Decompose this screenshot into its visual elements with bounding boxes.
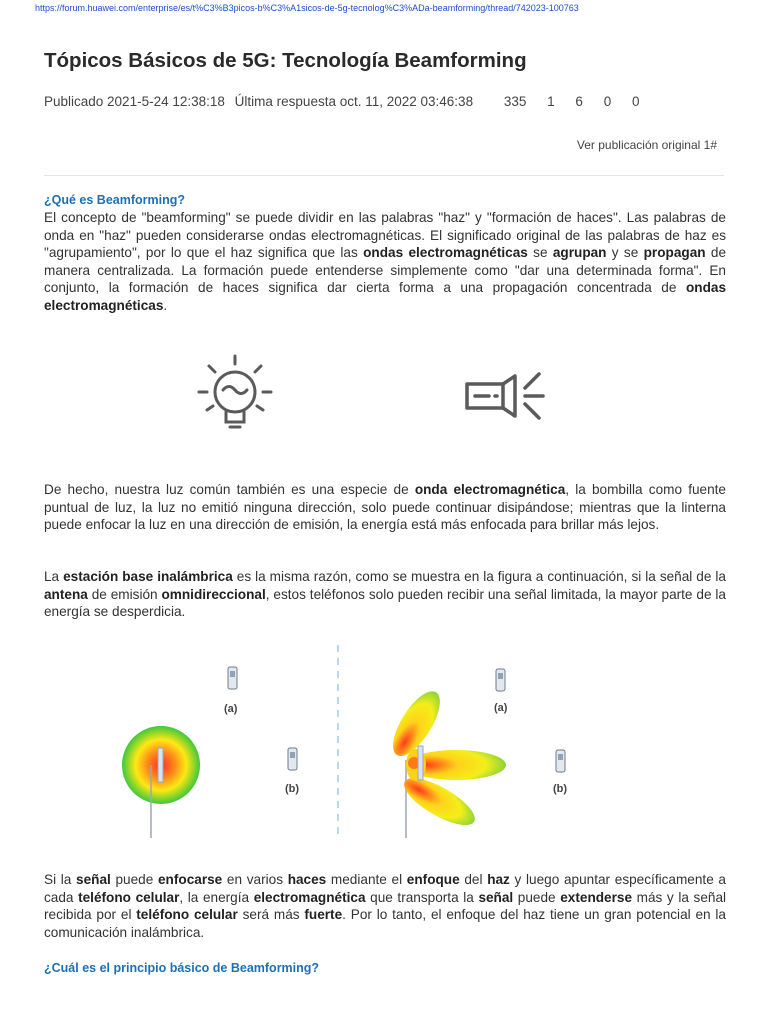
bulb-flashlight-figure (195, 352, 565, 442)
paragraph-3 (44, 568, 726, 621)
stat-3: 0 (603, 94, 612, 109)
stat-1: 1 (547, 94, 555, 109)
phone-icon-a-left (228, 667, 237, 689)
phone-icon-b-left (288, 748, 297, 770)
text-run: será más (237, 907, 305, 922)
bold-term: enfoque (406, 872, 460, 887)
text-run: de emisión (87, 586, 162, 602)
bold-term: antena (44, 586, 88, 602)
bold-term: haz (487, 872, 510, 887)
section-heading-what-is: ¿Qué es Beamforming? (44, 193, 185, 207)
label-b-left: (b) (285, 783, 300, 795)
bold-term: estación base inalámbrica (63, 569, 233, 584)
text-run: De hecho, nuestra luz común también es una especie de (44, 482, 415, 497)
text-run: La (44, 569, 64, 584)
text-run: , la energía (179, 889, 254, 905)
view-original-link[interactable]: Ver publicación original 1# (576, 138, 717, 152)
bold-term: ondas electromagnéticas (44, 280, 726, 313)
bold-term: fuerte (304, 907, 343, 922)
bold-term: señal (76, 872, 111, 887)
section-heading-principle: ¿Cuál es el principio básico de Beamforming? (44, 961, 320, 975)
bold-term: agrupan (552, 245, 607, 260)
text-run: y se (606, 245, 644, 260)
bold-term: teléfono celular (78, 889, 180, 905)
bold-term: teléfono celular (136, 907, 238, 922)
text-run: del (459, 872, 488, 887)
bold-term: ondas electromagnéticas (363, 245, 528, 260)
stat-2: 6 (575, 94, 583, 109)
text-run: . Por lo tanto, el enfoque del haz tiene un gran potencial en la comunicación inalámbrica. (44, 907, 726, 940)
paragraph-1 (44, 209, 726, 314)
bold-term: extenderse (560, 889, 633, 905)
bold-term: propagan (643, 245, 706, 260)
text-run: Si la (44, 872, 77, 887)
text-run: y luego apuntar específicamente a cada (44, 872, 726, 905)
text-run: que transporta la (365, 889, 479, 905)
beamformed-pattern (384, 684, 506, 838)
bold-term: señal (478, 889, 514, 905)
published-date: Publicado 2021-5-24 12:38:18 (44, 94, 225, 109)
text-run: en varios (222, 872, 288, 887)
text-run: . (163, 297, 168, 313)
post-title: Tópicos Básicos de 5G: Tecnología Beamforming (44, 49, 527, 72)
text-run: , la bombilla como fuente puntual de luz, la luz no emitió ninguna dirección, solo puede continuar disipándose; mientras que la linterna puede enfocar la luz en una dirección de emisión, la energía está más enfocada para brillar más lejos. (44, 482, 726, 532)
stat-views: 335 (503, 94, 527, 109)
text-run: mediante el (326, 872, 407, 887)
last-reply-date: Última respuesta oct. 11, 2022 03:46:38 (234, 94, 474, 109)
text-run: es la misma razón, como se muestra en la figura a continuación, si la señal de la (232, 569, 726, 584)
text-run: puede (110, 872, 158, 887)
phone-icon-a-right (496, 669, 505, 691)
bold-term: onda electromagnética (414, 482, 566, 497)
text-run: más y la señal recibida por el (44, 889, 727, 922)
label-b-right: (b) (553, 783, 568, 795)
beam-pattern-figure (100, 640, 600, 840)
paragraph-4 (44, 871, 726, 941)
bold-term: electromagnética (253, 889, 366, 905)
text-run: se (527, 245, 553, 260)
stat-4: 0 (631, 94, 640, 109)
paragraph-2 (44, 481, 726, 534)
label-a-right: (a) (494, 702, 508, 714)
phone-icon-b-right (556, 750, 565, 772)
label-a-left: (a) (224, 703, 238, 715)
text-run: El concepto de "beamforming" se puede dividir en las palabras "haz" y "formación de haces". Las palabras de onda en "haz" pueden considerarse ondas electromagnéticas. El significado original de las palabras de haz es "agrupamiento", por lo que el haz significa que las (44, 210, 726, 260)
bold-term: haces (287, 872, 327, 887)
lightbulb-icon (199, 356, 271, 427)
header-divider (44, 175, 724, 176)
bold-term: enfocarse (158, 872, 223, 887)
bold-term: omnidireccional (161, 586, 266, 602)
page-url[interactable]: https://forum.huawei.com/enterprise/es/t%C3%B3picos-b%C3%A1sicos-de-5g-tecnolog%C3%ADa-beamforming/thread/742023-100763 (35, 3, 579, 13)
flashlight-icon (467, 374, 543, 418)
text-run: puede (513, 889, 561, 905)
text-run: de manera centralizada. La formación puede entenderse simplemente como "dar una determinada forma". En conjunto, la formación de haces significa dar cierta forma a una propagación concentrada de (44, 245, 727, 295)
omnidirectional-pattern (122, 726, 200, 838)
text-run: , estos teléfonos solo pueden recibir una señal limitada, la mayor parte de la energía se desperdicia. (44, 586, 726, 619)
post-stats (493, 94, 646, 109)
post-meta (44, 94, 652, 109)
